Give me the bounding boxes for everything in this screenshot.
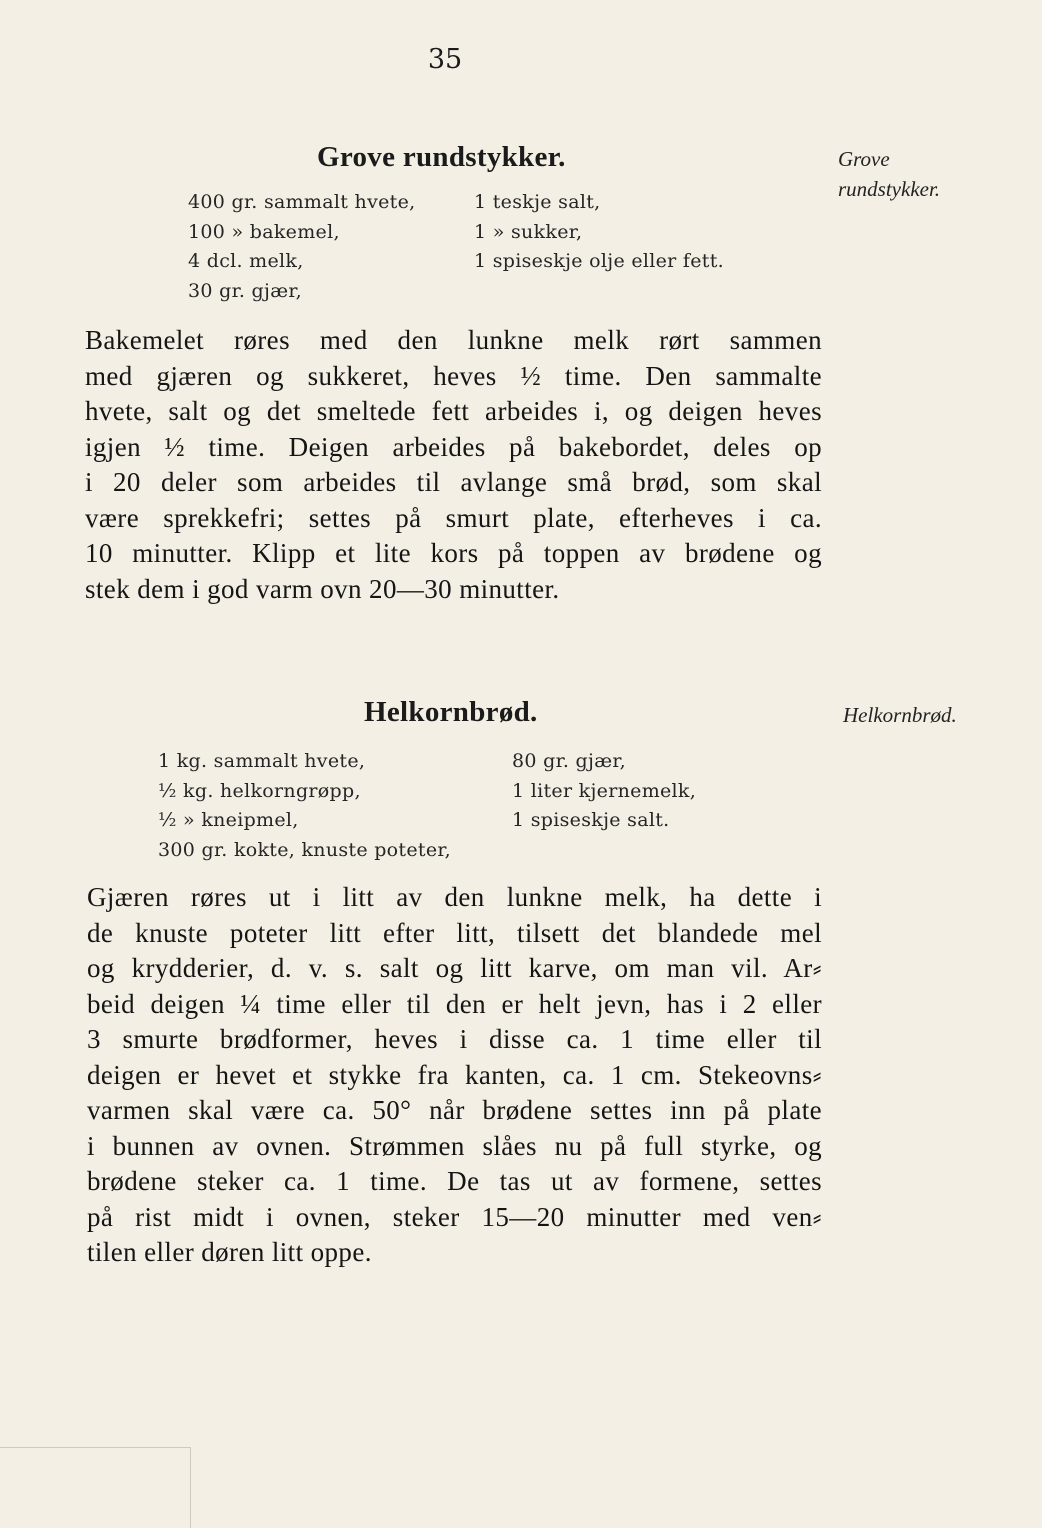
- margin-note-helkornbrod: [843, 700, 957, 730]
- instruction-line: med gjæren og sukkeret, heves ½ time. Den sammalte: [85, 360, 822, 391]
- ingredient-item: 4 dcl. melk,: [188, 250, 304, 272]
- page-corner-stub: [0, 1447, 191, 1528]
- ingredient-item: ½ » kneipmel,: [158, 809, 299, 831]
- instruction-line: stek dem i god varm ovn 20—30 minutter.: [85, 573, 560, 604]
- instruction-line: deigen er hevet et stykke fra kanten, ca. 1 cm. Stekeovns⸗: [87, 1059, 822, 1090]
- instruction-line: Gjæren røres ut i litt av den lunkne melk, ha dette i: [87, 882, 822, 912]
- instructions-helkornbrod: [87, 880, 822, 1271]
- margin-note-grove-rundstykker: [838, 144, 940, 204]
- ingredient-item: 1 spiseskje olje eller fett.: [474, 250, 724, 272]
- margin-note-line: Grove: [838, 147, 890, 171]
- instruction-line: Bakemelet røres med den lunkne melk rørt sammen: [85, 325, 822, 355]
- instruction-line: de knuste poteter litt efter litt, tilsett det blandede mel: [87, 917, 822, 948]
- ingredient-item: 100 » bakemel,: [188, 220, 340, 243]
- ingredient-item: 400 gr. sammalt hvete,: [188, 191, 416, 213]
- instruction-line: og krydderier, d. v. s. salt og litt karve, om man vil. Ar⸗: [87, 953, 822, 983]
- ingredients-right-grove-rundstykker: [474, 188, 724, 277]
- page-number: 35: [427, 44, 463, 75]
- ingredient-item: 1 kg. sammalt hvete,: [158, 750, 366, 772]
- ingredient-item: 1 » sukker,: [474, 220, 583, 243]
- ingredient-item: 1 spiseskje salt.: [512, 809, 670, 831]
- instructions-grove-rundstykker: [85, 323, 822, 607]
- instruction-line: være sprekkefri; settes på smurt plate, efterheves i ca.: [85, 502, 822, 533]
- instruction-line: tilen eller døren litt oppe.: [87, 1237, 372, 1267]
- instruction-line: 3 smurte brødformer, heves i disse ca. 1 time eller til: [87, 1024, 822, 1054]
- instruction-line: i 20 deler som arbeides til avlange små brød, som skal: [85, 467, 822, 497]
- ingredient-item: 1 liter kjernemelk,: [512, 779, 697, 802]
- instruction-line: varmen skal være ca. 50° når brødene settes inn på plate: [87, 1095, 822, 1125]
- ingredient-item: 30 gr. gjær,: [188, 279, 303, 302]
- instruction-line: beid deigen ¼ time eller til den er helt jevn, has i 2 eller: [87, 988, 822, 1019]
- ingredient-item: 80 gr. gjær,: [512, 750, 627, 772]
- ingredients-left-helkornbrod: [158, 747, 451, 865]
- instruction-line: igjen ½ time. Deigen arbeides på bakebordet, deles op: [85, 431, 822, 462]
- margin-note-line: rundstykker.: [838, 177, 941, 201]
- instruction-line: hvete, salt og det smeltede fett arbeides i, og deigen heves: [85, 396, 822, 426]
- instruction-line: brødene steker ca. 1 time. De tas ut av formene, settes: [87, 1166, 822, 1196]
- instruction-line: 10 minutter. Klipp et lite kors på toppen av brødene og: [85, 538, 822, 568]
- recipe-title-helkornbrod: Helkornbrød.: [364, 696, 538, 728]
- ingredients-left-grove-rundstykker: [188, 188, 415, 306]
- recipe-title-grove-rundstykker: Grove rundstykker.: [317, 141, 566, 173]
- ingredient-item: 300 gr. kokte, knuste poteter,: [158, 838, 452, 861]
- ingredients-right-helkornbrod: [512, 747, 696, 836]
- margin-note-line: Helkornbrød.: [843, 703, 957, 727]
- instruction-line: i bunnen av ovnen. Strømmen slåes nu på full styrke, og: [87, 1130, 822, 1161]
- ingredient-item: ½ kg. helkorngrøpp,: [158, 779, 361, 802]
- ingredient-item: 1 teskje salt,: [474, 191, 601, 213]
- instruction-line: på rist midt i ovnen, steker 15—20 minutter med ven⸗: [87, 1201, 822, 1232]
